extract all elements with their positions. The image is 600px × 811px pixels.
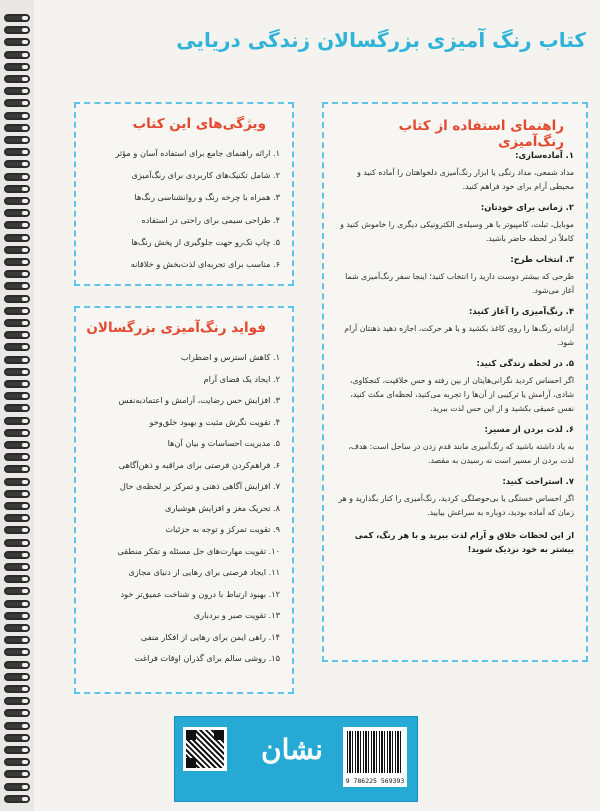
spiral-ring <box>4 368 30 376</box>
spiral-ring <box>4 465 30 473</box>
list-item: ۱۲. بهبود ارتباط با درون و شناخت عمیق‌تر خود <box>120 588 280 599</box>
spiral-ring <box>4 160 30 168</box>
spiral-ring <box>4 685 30 693</box>
usage-guide-box <box>322 102 588 662</box>
list-item: ۳. افزایش حس رضایت، آرامش و اعتماد‌به‌نفس <box>118 395 280 405</box>
spiral-ring <box>4 331 30 339</box>
spiral-ring <box>4 539 30 547</box>
guide-step-heading: ۴. رنگ‌آمیزی را آغاز کنید: <box>468 306 574 316</box>
guide-step-text: طرحی که بیشتر دوست دارید را انتخاب کنید؛ اینجا سفر رنگ‌آمیزی شما آغاز می‌شود. <box>345 272 574 295</box>
list-item: ۴. تقویت نگرش مثبت و بهبود خلق‌وخو <box>149 416 280 427</box>
spiral-ring <box>4 673 30 681</box>
features-list <box>86 146 280 279</box>
list-item: ۱. ارائه راهنمای جامع برای استفاده آسان و مؤثر <box>115 148 280 158</box>
list-item: ۱۱. ایجاد فرصتی برای رهایی از دنیای مجازی <box>128 567 280 577</box>
benefits-box <box>74 306 294 694</box>
list-item: ۲. شامل تکنیک‌های کاربردی برای رنگ‌آمیزی <box>131 170 280 181</box>
spiral-ring <box>4 75 30 83</box>
guide-step-text: به یاد داشته باشید که رنگ‌آمیزی مانند قدم زدن در ساحل است: هدف، لذت بردن از مسیر است نه رسیدن به مقصد. <box>348 442 574 465</box>
spiral-ring <box>4 526 30 534</box>
spiral-ring <box>4 417 30 425</box>
spiral-ring <box>4 441 30 449</box>
list-item: ۸. تحریک مغز و افزایش هوشیاری <box>165 502 280 513</box>
guide-step-heading: ۲. زمانی برای خودتان: <box>480 202 574 212</box>
spiral-ring <box>4 63 30 71</box>
spiral-ring <box>4 173 30 181</box>
isbn-strip <box>174 716 418 802</box>
spiral-ring <box>4 404 30 412</box>
spiral-ring <box>4 770 30 778</box>
spiral-ring <box>4 722 30 730</box>
spiral-ring <box>4 14 30 22</box>
spiral-ring <box>4 600 30 608</box>
spiral-ring <box>4 783 30 791</box>
spiral-ring <box>4 136 30 144</box>
guide-step-heading: ۶. لذت بردن از مسیر: <box>484 424 574 434</box>
spiral-ring <box>4 270 30 278</box>
spiral-ring <box>4 319 30 327</box>
spiral-ring <box>4 429 30 437</box>
list-item: ۶. مناسب برای تجربه‌ای لذت‌بخش و خلاقانه <box>130 258 280 269</box>
list-item: ۵. چاپ تک‌رو جهت جلوگیری از پخش رنگ‌ها <box>131 236 280 247</box>
list-item: ۱۰. تقویت مهارت‌های حل مسئله و تفکر منطقی <box>117 545 280 556</box>
spiral-ring <box>4 380 30 388</box>
guide-footer: از این لحظات خلاق و آرام لذت ببرید و با هر رنگ، کمی بیشتر به خود نزدیک شوید! <box>354 530 574 554</box>
spiral-ring <box>4 356 30 364</box>
spiral-ring <box>4 587 30 595</box>
benefits-list <box>86 350 280 673</box>
guide-step-text: موبایل، تبلت، کامپیوتر یا هر وسیله‌ی الکترونیکی دیگری را خاموش کنید و کاملاً در لحظه حاضر باشید. <box>340 220 574 243</box>
guide-step-text: اگر احساس کردید نگرانی‌هایتان از بین رفته و حس خلاقیت، کنجکاوی، شادی، آرامش یا ترکیبی از آن‌ها را تجربه می‌کنید، لحظه‌ای مکث کنید، نفس عمیقی بکشید و از این حس لذت ببرید. <box>349 376 574 413</box>
spiral-ring <box>4 124 30 132</box>
spiral-ring <box>4 490 30 498</box>
list-item: ۴. طراحی سیمی برای راحتی در استفاده <box>141 214 280 225</box>
list-item: ۱۵. روشی سالم برای گذران اوقات فراغت <box>134 653 280 663</box>
guide-step-heading: ۳. انتخاب طرح: <box>510 254 574 264</box>
spiral-ring <box>4 221 30 229</box>
spiral-ring <box>4 209 30 217</box>
usage-guide-steps <box>336 150 574 564</box>
list-item: ۷. افزایش آگاهی ذهنی و تمرکز بر لحظه‌ی حال <box>119 481 280 491</box>
spiral-ring <box>4 758 30 766</box>
guide-step-text: اگر احساس خستگی یا بی‌حوصلگی کردید، رنگ‌آمیزی را کنار بگذارید و هر زمان که آماده بودید، دوباره به سراغش بیایید. <box>338 494 574 517</box>
spiral-ring <box>4 697 30 705</box>
guide-step-heading: ۷. استراحت کنید: <box>502 476 574 486</box>
spiral-ring <box>4 795 30 803</box>
spiral-ring <box>4 234 30 242</box>
spiral-ring <box>4 87 30 95</box>
features-title: ویژگی‌های این کتاب <box>127 116 272 132</box>
spiral-ring <box>4 563 30 571</box>
spiral-ring <box>4 295 30 303</box>
spiral-ring <box>4 746 30 754</box>
spiral-ring <box>4 258 30 266</box>
spiral-ring <box>4 551 30 559</box>
spiral-ring <box>4 636 30 644</box>
barcode <box>343 727 407 787</box>
benefits-title: فواید رنگ‌آمیزی بزرگسالان <box>80 320 272 336</box>
list-item: ۵. مدیریت احساسات و بیان آن‌ها <box>167 438 280 448</box>
guide-step-heading: ۱. آماده‌سازی: <box>515 150 574 160</box>
spiral-ring <box>4 502 30 510</box>
publisher-logo: نشان <box>261 733 323 766</box>
list-item: ۳. همراه با چرخه رنگ و روانشناسی رنگ‌ها <box>134 192 280 203</box>
spiral-ring <box>4 38 30 46</box>
guide-step-text: مداد شمعی، مداد رنگی یا ابزار رنگ‌آمیزی دلخواهتان را آماده کنید و محیطی آرام برای خود فراهم کنید. <box>357 168 574 191</box>
spiral-ring <box>4 148 30 156</box>
spiral-ring <box>4 112 30 120</box>
spiral-ring <box>4 392 30 400</box>
spiral-ring <box>4 246 30 254</box>
spiral-ring <box>4 624 30 632</box>
spiral-ring <box>4 709 30 717</box>
list-item: ۱. کاهش استرس و اضطراب <box>180 352 280 362</box>
list-item: ۱۳. تقویت صبر و بردباری <box>193 610 280 620</box>
features-box <box>74 102 294 286</box>
isbn-number: 9 786225 569393 <box>345 777 405 785</box>
spiral-ring <box>4 282 30 290</box>
spiral-ring <box>4 575 30 583</box>
spiral-ring <box>4 612 30 620</box>
guide-step-heading: ۵. در لحظه زندگی کنید: <box>476 358 574 368</box>
spiral-ring <box>4 185 30 193</box>
spiral-ring <box>4 648 30 656</box>
spiral-ring <box>4 478 30 486</box>
qr-code-icon <box>183 727 227 771</box>
guide-step-text: آزادانه رنگ‌ها را روی کاغذ بکشید و با هر حرکت، اجازه دهید ذهنتان آرام شود. <box>344 324 574 347</box>
spiral-ring <box>4 51 30 59</box>
spiral-ring <box>4 661 30 669</box>
spiral-ring <box>4 343 30 351</box>
spiral-ring <box>4 453 30 461</box>
list-item: ۶. فراهم‌کردن فرصتی برای مراقبه و ذهن‌آگاهی <box>118 459 280 470</box>
usage-guide-title: راهنمای استفاده از کتاب رنگ‌آمیزی <box>324 118 570 150</box>
list-item: ۹. تقویت تمرکز و توجه به جزئیات <box>165 524 280 534</box>
spiral-ring <box>4 734 30 742</box>
barcode-icon <box>347 731 403 773</box>
page-title: کتاب رنگ آمیزی بزرگسالان زندگی دریایی <box>176 28 586 52</box>
list-item: ۲. ایجاد یک فضای آرام <box>203 373 280 384</box>
spiral-ring <box>4 514 30 522</box>
spiral-ring <box>4 99 30 107</box>
list-item: ۱۴. راهی ایمن برای رهایی از افکار منفی <box>140 631 280 642</box>
spiral-ring <box>4 307 30 315</box>
spiral-ring <box>4 197 30 205</box>
spiral-binding <box>0 0 34 811</box>
spiral-ring <box>4 26 30 34</box>
